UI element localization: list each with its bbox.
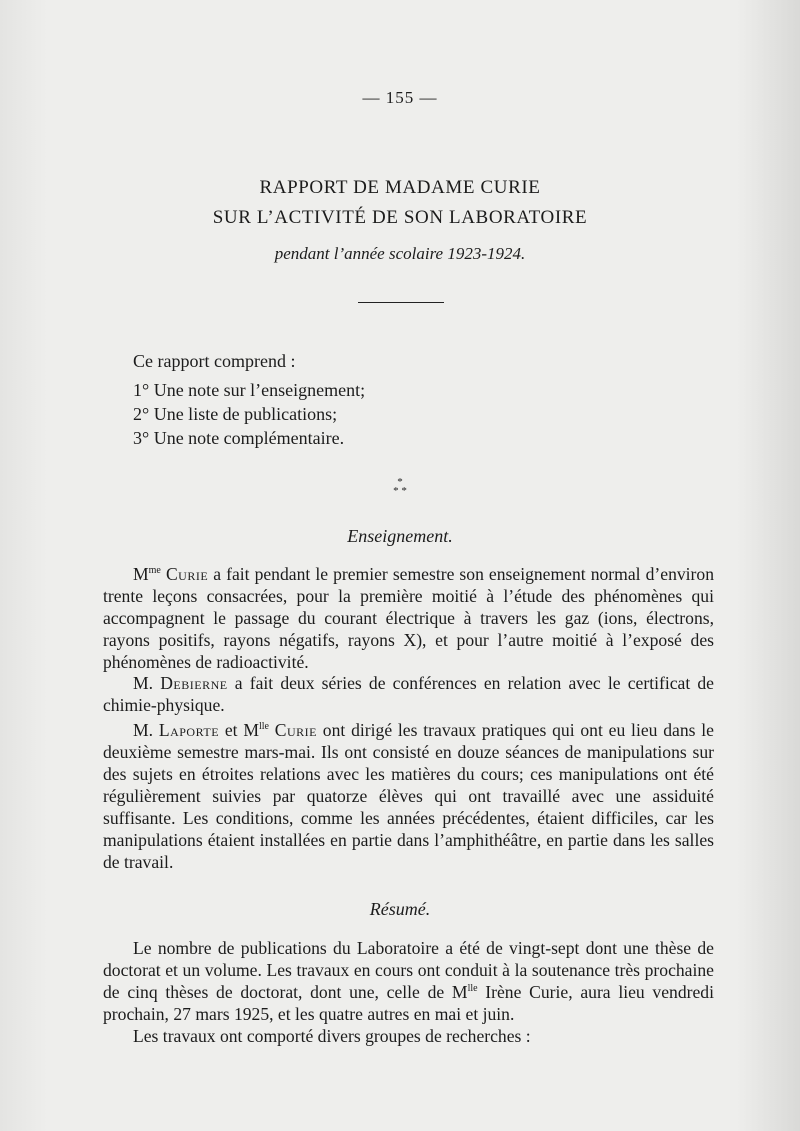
intro-item-2: 2° Une liste de publications; [133, 404, 338, 424]
report-title-line1: RAPPORT DE MADAME CURIE [259, 177, 541, 198]
report-title-line2: SUR L’ACTIVITÉ DE SON LABORATOIRE [212, 207, 588, 228]
intro-item-3: 3° Une note complémentaire. [133, 428, 345, 448]
honorific-sup: me [148, 565, 161, 577]
person-name: Laporte [158, 720, 220, 740]
paragraph-research-groups: Les travaux ont comporté divers groupes de recherches : [133, 1026, 531, 1046]
person-name: Curie [274, 720, 318, 740]
person-name: Debierne [160, 673, 228, 693]
section-heading-enseignement: Enseignement. [347, 526, 453, 546]
asterism-bottom: * * [393, 485, 407, 497]
section-heading-resume: Résumé. [369, 899, 431, 919]
connector: et M [219, 720, 259, 740]
intro-item-1: 1° Une note sur l’enseignement; [133, 380, 366, 400]
paragraph-curie-teaching [103, 563, 714, 673]
page-number: — 155 — [362, 88, 438, 107]
paragraph-debierne [103, 672, 714, 716]
person-name: Curie [165, 564, 209, 584]
paragraph-resume [103, 937, 714, 1025]
honorific: M. [133, 720, 154, 740]
paragraph-laporte-curie [103, 719, 714, 873]
paragraph-text: a fait deux séries de conférences en relation avec le certificat de chimie-physique. [103, 673, 714, 715]
paragraph-text: a fait pendant le premier semestre son enseignement normal d’environ trente leçons consacrées, pour la première moitié à l’étude des phénomènes qui accompagnent le passage du courant électrique à travers les gaz (ions, électrons, rayons positifs, rayons négatifs, rayons X), et pour l’autre moitié à l’exposé des phénomènes de radioactivité. [103, 564, 714, 672]
paragraph-text: ont dirigé les travaux pratiques qui ont eu lieu dans le deuxième semestre mars-mai. Ils ont consisté en douze séances de manipulations sur des sujets en étroites relations avec les matières du cours; ces manipulations ont été régulièrement suivies par quatorze élèves qui ont travaillé avec une assiduité suffisante. Les conditions, comme les années précédentes, étaient difficiles, car les manipulations étaient installées en partie dans l’amphithéâtre, en partie dans les salles de travail. [103, 720, 714, 872]
honorific: M [133, 564, 149, 584]
honorific-sup: lle [258, 721, 269, 733]
honorific: M. [133, 673, 154, 693]
asterism-ornament [0, 478, 800, 496]
honorific-sup: lle [467, 983, 478, 995]
title-divider [358, 302, 444, 303]
asterism-top: * [397, 476, 403, 488]
paragraph-text: Le nombre de publications du Laboratoire a été de vingt-sept dont une thèse de doctorat et un volume. Les travaux en cours ont conduit à la soutenance très prochaine de cinq thèses de doctorat, dont une, celle de M [103, 938, 714, 1002]
intro-lead: Ce rapport comprend : [133, 351, 296, 371]
paragraph-text: Irène Curie, aura lieu vendredi prochain, 27 mars 1925, et les quatre autres en mai et juin. [103, 982, 714, 1024]
report-subtitle: pendant l’année scolaire 1923-1924. [274, 244, 526, 263]
